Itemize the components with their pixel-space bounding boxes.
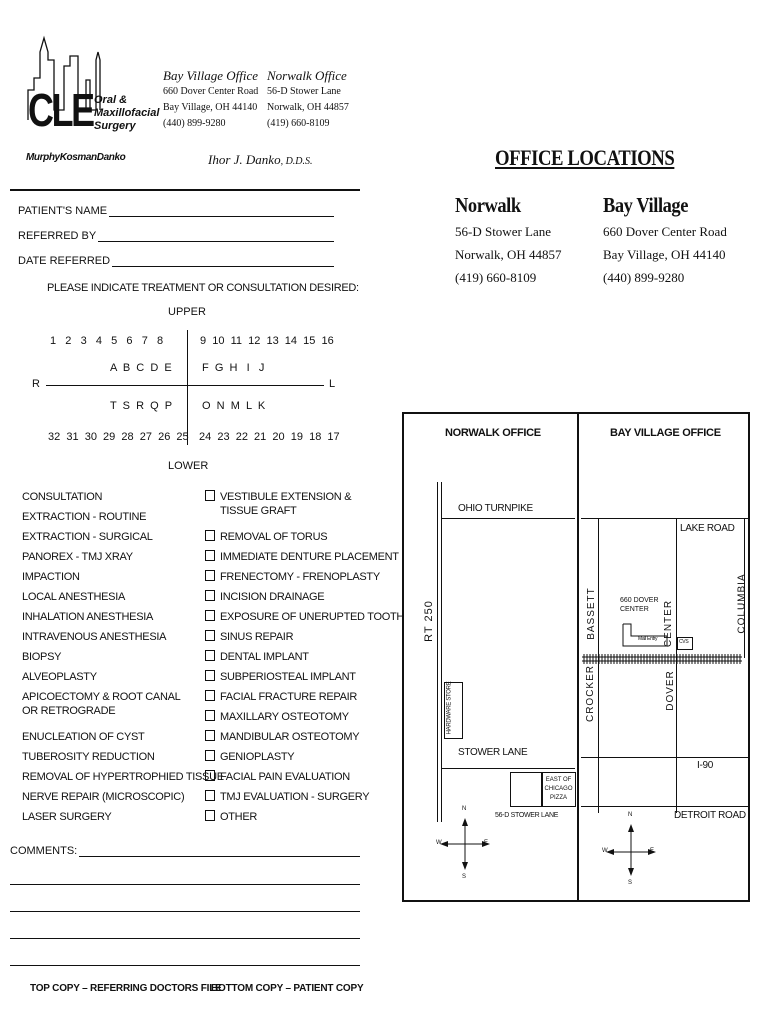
- checkbox[interactable]: [205, 630, 215, 641]
- patient-name-label: PATIENT'S NAME: [18, 205, 108, 217]
- comment-line[interactable]: [10, 965, 360, 966]
- bay-village-location-address: 660 Dover Center Road: [603, 224, 727, 239]
- procedure-item[interactable]: LOCAL ANESTHESIA: [22, 591, 125, 603]
- procedure-checkbox-item[interactable]: [205, 630, 404, 650]
- procedure-item[interactable]: INTRAVENOUS ANESTHESIA: [22, 631, 167, 643]
- procedure-checkbox-item[interactable]: [205, 750, 404, 770]
- right-label: R: [32, 378, 40, 390]
- procedure-checkbox-item[interactable]: [205, 710, 404, 730]
- procedure-checkbox-item[interactable]: [205, 490, 404, 504]
- maps-divider: [577, 412, 579, 902]
- procedures-right-list: [205, 490, 404, 830]
- comment-line[interactable]: [10, 911, 360, 912]
- bay-village-location-name: Bay Village: [603, 193, 689, 217]
- lower-label: LOWER: [168, 460, 209, 472]
- procedure-item[interactable]: LASER SURGERY: [22, 811, 112, 823]
- checkbox[interactable]: [205, 770, 215, 781]
- procedure-checkbox-item[interactable]: [205, 530, 404, 550]
- checkbox[interactable]: [205, 550, 215, 561]
- patient-name-field[interactable]: [18, 205, 334, 217]
- checkbox[interactable]: [205, 690, 215, 701]
- procedure-label: IMMEDIATE DENTURE PLACEMENT: [220, 551, 399, 563]
- bay-village-compass-s: S: [628, 880, 632, 886]
- comments-label: COMMENTS:: [10, 845, 78, 857]
- bay-village-compass-e: E: [650, 848, 654, 854]
- procedure-label: SUBPERIOSTEAL IMPLANT: [220, 671, 356, 683]
- procedure-label: TISSUE GRAFT: [220, 505, 297, 517]
- comment-line[interactable]: [10, 884, 360, 885]
- checkbox[interactable]: [205, 590, 215, 601]
- bay-village-location-phone: (440) 899-9280: [603, 270, 685, 285]
- left-label: L: [329, 378, 336, 390]
- norwalk-compass-e: E: [484, 840, 488, 846]
- procedure-label: MANDIBULAR OSTEOTOMY: [220, 731, 360, 743]
- referred-by-field[interactable]: [18, 230, 334, 242]
- checkbox[interactable]: [205, 610, 215, 621]
- procedure-item[interactable]: OR RETROGRADE: [22, 705, 116, 717]
- dover-center-road-left: [676, 518, 677, 813]
- procedure-label: REMOVAL OF TORUS: [220, 531, 328, 543]
- checkbox[interactable]: [205, 710, 215, 721]
- office-locations-heading: OFFICE LOCATIONS: [495, 145, 675, 170]
- bay-village-map-title: BAY VILLAGE OFFICE: [610, 427, 721, 439]
- detroit-road: [581, 806, 748, 807]
- bay-village-office-address: 660 Dover Center Road: [163, 86, 259, 97]
- norwalk-location-name: Norwalk: [455, 193, 521, 217]
- norwalk-map-title: NORWALK OFFICE: [445, 427, 541, 439]
- lower-right-numbers: 32 31 30 29 28 27 26 25: [48, 431, 189, 443]
- bay-village-compass-icon: [606, 818, 656, 888]
- norwalk-office-phone: (419) 660-8109: [267, 118, 330, 129]
- logo-letters: CLE: [28, 84, 93, 136]
- treatment-instruction: PLEASE INDICATE TREATMENT OR CONSULTATION DESIRED:: [47, 282, 359, 294]
- procedure-checkbox-item[interactable]: [205, 790, 404, 810]
- upper-left-letters: F G H I J: [202, 362, 265, 374]
- procedure-item[interactable]: IMPACTION: [22, 571, 80, 583]
- checkbox[interactable]: [205, 570, 215, 581]
- procedure-item[interactable]: EXTRACTION - ROUTINE: [22, 511, 147, 523]
- doctor-suffix: , D.D.S.: [280, 156, 313, 167]
- norwalk-compass-n: N: [462, 806, 467, 812]
- ohio-turnpike-road: [441, 518, 575, 519]
- logo-line-3: Surgery: [94, 120, 136, 132]
- norwalk-office-title: Norwalk Office: [267, 68, 347, 83]
- procedure-item[interactable]: TUBEROSITY REDUCTION: [22, 751, 155, 763]
- procedure-item[interactable]: INHALATION ANESTHESIA: [22, 611, 154, 623]
- bay-village-location: [603, 193, 727, 289]
- footer-bottom-copy: BOTTOM COPY – PATIENT COPY: [211, 983, 364, 994]
- procedure-checkbox-item[interactable]: [205, 810, 404, 830]
- norwalk-office-city: Norwalk, OH 44857: [267, 102, 349, 113]
- procedure-label: OTHER: [220, 811, 258, 823]
- procedure-label: VESTIBULE EXTENSION &: [220, 491, 352, 503]
- checkbox[interactable]: [205, 750, 215, 761]
- norwalk-location: [455, 193, 562, 289]
- checkbox[interactable]: [205, 650, 215, 661]
- mall-entry-label: Mall Entry: [638, 636, 658, 642]
- tooth-chart-horizontal: [46, 385, 324, 386]
- checkbox[interactable]: [205, 730, 215, 741]
- checkbox[interactable]: [205, 670, 215, 681]
- procedure-item[interactable]: CONSULTATION: [22, 491, 103, 503]
- stower-lane-label: STOWER LANE: [458, 747, 528, 758]
- bay-village-office-block: [163, 68, 258, 132]
- procedure-item[interactable]: BIOPSY: [22, 651, 62, 663]
- upper-right-letters: A B C D E: [110, 362, 172, 374]
- ohio-turnpike-label: OHIO TURNPIKE: [458, 503, 533, 514]
- dover-center-building-icon: [621, 622, 669, 648]
- checkbox[interactable]: [205, 790, 215, 801]
- procedure-label: FACIAL PAIN EVALUATION: [220, 771, 350, 783]
- procedure-checkbox-item[interactable]: [205, 770, 404, 790]
- norwalk-location-address: 56-D Stower Lane: [455, 224, 552, 239]
- i90-road-top: [581, 757, 748, 758]
- procedure-checkbox-item[interactable]: [205, 570, 404, 590]
- referred-by-label: REFERRED BY: [18, 230, 97, 242]
- date-referred-field[interactable]: [18, 255, 334, 267]
- norwalk-office-address: 56-D Stower Lane: [267, 86, 341, 97]
- dover-label: DOVER: [664, 670, 676, 711]
- upper-right-numbers: 1 2 3 4 5 6 7 8: [50, 335, 164, 347]
- header-divider: [10, 189, 360, 191]
- logo-partners: MurphyKosmanDanko: [26, 152, 126, 163]
- procedure-item[interactable]: ENUCLEATION OF CYST: [22, 731, 145, 743]
- procedure-item[interactable]: REMOVAL OF HYPERTROPHIED TISSUE: [22, 771, 224, 783]
- east-of-chicago-label: EAST OF CHICAGO PIZZA: [544, 777, 573, 801]
- norwalk-compass-icon: [440, 812, 490, 882]
- dover-center-office-label: [620, 596, 660, 614]
- lake-road-label: LAKE ROAD: [680, 523, 735, 534]
- lower-left-numbers: 24 23 22 21 20 19 18 17: [199, 431, 340, 443]
- procedure-item[interactable]: PANOREX - TMJ XRAY: [22, 551, 133, 563]
- bay-village-office-phone: (440) 899-9280: [163, 118, 226, 129]
- rt250-label: RT 250: [422, 600, 435, 642]
- norwalk-office-block: [267, 68, 349, 132]
- logo-line-2: Maxillofacial: [94, 107, 160, 119]
- norwalk-location-phone: (419) 660-8109: [455, 270, 537, 285]
- bassett-label: BASSETT: [585, 587, 597, 640]
- procedure-label: SINUS REPAIR: [220, 631, 294, 643]
- procedure-item[interactable]: EXTRACTION - SURGICAL: [22, 531, 153, 543]
- procedure-label: FRENECTOMY - FRENOPLASTY: [220, 571, 380, 583]
- crocker-label: CROCKER: [585, 664, 597, 723]
- procedure-checkbox-item[interactable]: [205, 650, 404, 670]
- procedure-checkbox-item[interactable]: [205, 670, 404, 690]
- i90-label: I-90: [697, 760, 714, 771]
- norwalk-compass-w: W: [436, 840, 442, 846]
- procedure-item[interactable]: ALVEOPLASTY: [22, 671, 97, 683]
- procedure-checkbox-item[interactable]: [205, 590, 404, 610]
- cvs-label: CVS: [679, 639, 689, 645]
- hardware-store-label: HARDWARE STORE: [446, 681, 453, 735]
- norwalk-location-city: Norwalk, OH 44857: [455, 247, 562, 262]
- office-building-box: [510, 772, 542, 807]
- procedure-label: MAXILLARY OSTEOTOMY: [220, 711, 349, 723]
- upper-left-numbers: 9 10 11 12 13 14 15 16: [200, 335, 334, 347]
- norwalk-office-map-label: 56-D STOWER LANE: [495, 812, 559, 819]
- bay-village-office-city: Bay Village, OH 44140: [163, 102, 258, 113]
- procedure-checkbox-item[interactable]: [205, 550, 404, 570]
- date-referred-label: DATE REFERRED: [18, 255, 111, 267]
- checkbox[interactable]: [205, 490, 215, 501]
- lake-road: [581, 518, 748, 519]
- bassett-road: [598, 518, 599, 668]
- bay-village-compass-n: N: [628, 812, 633, 818]
- rt250-road-right: [441, 482, 442, 822]
- procedure-checkbox-item[interactable]: [205, 690, 404, 710]
- lower-left-letters: O N M L K: [202, 400, 266, 412]
- comment-line[interactable]: [10, 938, 360, 939]
- procedure-label: GENIOPLASTY: [220, 751, 295, 763]
- crocker-road: [598, 668, 599, 813]
- bay-village-location-city: Bay Village, OH 44140: [603, 247, 726, 262]
- dover-center-office-text: 660 DOVER CENTER: [620, 597, 659, 613]
- procedure-item-continued: [205, 504, 404, 530]
- detroit-road-label: DETROIT ROAD: [674, 810, 746, 821]
- procedure-label: EXPOSURE OF UNERUPTED TOOTH: [220, 611, 405, 623]
- procedure-label: FACIAL FRACTURE REPAIR: [220, 691, 358, 703]
- tooth-chart-midline: [187, 330, 188, 445]
- checkbox[interactable]: [205, 810, 215, 821]
- checkbox[interactable]: [205, 530, 215, 541]
- procedure-label: DENTAL IMPLANT: [220, 651, 309, 663]
- doctor-name: [208, 152, 313, 168]
- comments-field[interactable]: [10, 845, 360, 857]
- rt250-road-left: [437, 482, 438, 822]
- procedures-left-list: [22, 490, 224, 830]
- footer-top-copy: TOP COPY – REFERRING DOCTORS FILE: [30, 983, 222, 994]
- norwalk-compass-s: S: [462, 874, 466, 880]
- stower-lane-road: [441, 768, 575, 769]
- columbia-label: COLUMBIA: [736, 573, 748, 634]
- bay-village-office-title: Bay Village Office: [163, 68, 259, 83]
- procedure-checkbox-item[interactable]: [205, 610, 404, 630]
- upper-label: UPPER: [168, 306, 206, 318]
- logo-line-1: Oral &: [94, 94, 128, 106]
- lower-right-letters: T S R Q P: [110, 400, 173, 412]
- procedure-label: INCISION DRAINAGE: [220, 591, 325, 603]
- procedure-item[interactable]: NERVE REPAIR (MICROSCOPIC): [22, 791, 185, 803]
- procedure-item[interactable]: APICOECTOMY & ROOT CANAL: [22, 691, 181, 703]
- doctor-name-text: Ihor J. Danko: [208, 152, 281, 167]
- clinic-logo: [24, 30, 160, 163]
- bay-village-compass-w: W: [602, 848, 608, 854]
- procedure-checkbox-item[interactable]: [205, 730, 404, 750]
- railroad-tracks-icon: [582, 654, 742, 664]
- center-label: CENTER: [663, 599, 675, 648]
- procedure-label: TMJ EVALUATION - SURGERY: [220, 791, 370, 803]
